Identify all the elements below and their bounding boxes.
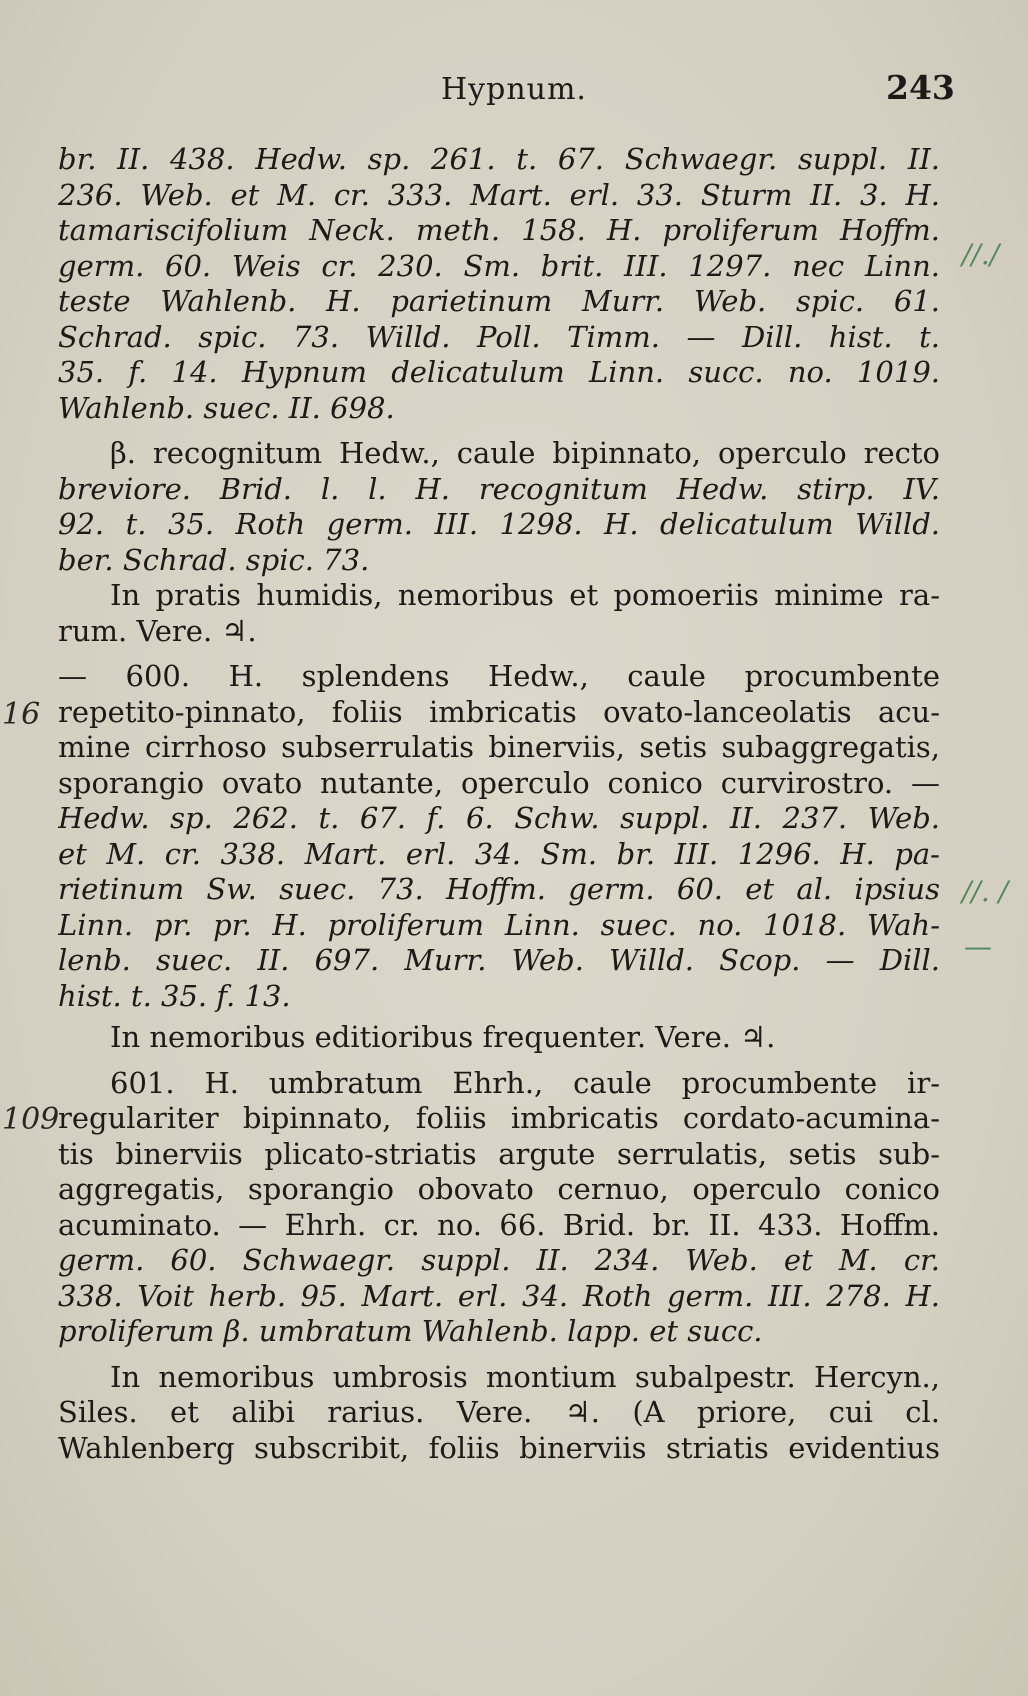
text-line: lenb. suec. II. 697. Murr. Web. Willd. Scop. — Dill. bbox=[58, 943, 940, 977]
text-line: repetito-pinnato, foliis imbricatis ovato-lanceolatis acu- bbox=[58, 694, 940, 729]
text-line: 601. H. umbratum Ehrh., caule procumbente ir- bbox=[110, 1065, 940, 1100]
text-line: — 600. H. splendens Hedw., caule procumbente bbox=[58, 659, 940, 693]
text-line: germ. 60. Schwaegr. suppl. II. 234. Web. et M. cr. bbox=[58, 1243, 940, 1277]
margin-note-601: 109 bbox=[2, 1102, 60, 1137]
text-line: In pratis humidis, nemoribus et pomoeriis minime ra- bbox=[110, 578, 940, 612]
running-title: Hypnum. bbox=[441, 72, 587, 107]
text-line: proliferum β. umbratum Wahlenb. lapp. et succ. bbox=[58, 1314, 763, 1348]
text-line: In nemoribus editioribus frequenter. Vere. ♃. bbox=[110, 1020, 776, 1054]
body-text bbox=[58, 142, 940, 1466]
margin-annotation-green-2: //. / bbox=[962, 875, 1009, 908]
text-line: 236. Web. et M. cr. 333. Mart. erl. 33. Sturm II. 3. H. bbox=[58, 177, 940, 212]
text-line: Hedw. sp. 262. t. 67. f. 6. Schw. suppl. II. 237. Web. bbox=[58, 801, 940, 835]
text-line: breviore. Brid. l. l. H. recognitum Hedw. stirp. IV. bbox=[58, 471, 940, 506]
text-line: Wahlenberg subscribit, foliis binerviis striatis evidentius bbox=[58, 1430, 940, 1465]
text-line: 338. Voit herb. 95. Mart. erl. 34. Roth germ. III. 278. H. bbox=[58, 1278, 940, 1313]
text-line: br. II. 438. Hedw. sp. 261. t. 67. Schwaegr. suppl. II. bbox=[58, 142, 940, 176]
text-line: Wahlenb. suec. II. 698. bbox=[58, 390, 395, 425]
text-line: In nemoribus umbrosis montium subalpestr. Hercyn., bbox=[110, 1359, 940, 1394]
text-line: 92. t. 35. Roth germ. III. 1298. H. delicatulum Willd. bbox=[58, 507, 940, 541]
text-line: sporangio ovato nutante, operculo conico curvirostro. — bbox=[58, 765, 940, 800]
text-line: mine cirrhoso subserrulatis binerviis, setis subaggregatis, bbox=[58, 730, 940, 764]
text-line: aggregatis, sporangio obovato cernuo, operculo conico bbox=[58, 1172, 940, 1206]
text-line: germ. 60. Weis cr. 230. Sm. brit. III. 1297. nec Linn. bbox=[58, 248, 940, 283]
text-line: rietinum Sw. suec. 73. Hoffm. germ. 60. et al. ipsius bbox=[58, 872, 940, 906]
margin-note-600: 16 bbox=[2, 697, 41, 732]
text-line: ber. Schrad. spic. 73. bbox=[58, 542, 370, 577]
text-line: Siles. et alibi rarius. Vere. ♃. (A priore, cui cl. bbox=[58, 1395, 940, 1429]
text-line: β. recognitum Hedw., caule bipinnato, operculo recto bbox=[110, 436, 940, 470]
text-line: regulariter bipinnato, foliis imbricatis cordato-acumina- bbox=[58, 1101, 940, 1135]
text-line: tamariscifolium Neck. meth. 158. H. proliferum Hoffm. bbox=[58, 213, 940, 247]
text-line: et M. cr. 338. Mart. erl. 34. Sm. br. III. 1296. H. pa- bbox=[58, 836, 940, 871]
text-line: hist. t. 35. f. 13. bbox=[58, 978, 291, 1013]
text-line: Schrad. spic. 73. Willd. Poll. Timm. — Dill. hist. t. bbox=[58, 319, 940, 354]
text-line: 35. f. 14. Hypnum delicatulum Linn. succ. no. 1019. bbox=[58, 355, 940, 389]
margin-annotation-green-3: — bbox=[964, 930, 992, 963]
text-line: tis binerviis plicato-striatis argute serrulatis, setis sub- bbox=[58, 1136, 940, 1171]
text-line: rum. Vere. ♃. bbox=[58, 613, 257, 648]
text-line: acuminato. — Ehrh. cr. no. 66. Brid. br. II. 433. Hoffm. bbox=[58, 1207, 940, 1242]
page-number: 243 bbox=[886, 68, 955, 107]
text-line: Linn. pr. pr. H. proliferum Linn. suec. no. 1018. Wah- bbox=[58, 907, 940, 942]
margin-annotation-green-1: //./ bbox=[962, 238, 1000, 271]
text-line: teste Wahlenb. H. parietinum Murr. Web. spic. 61. bbox=[58, 284, 940, 318]
